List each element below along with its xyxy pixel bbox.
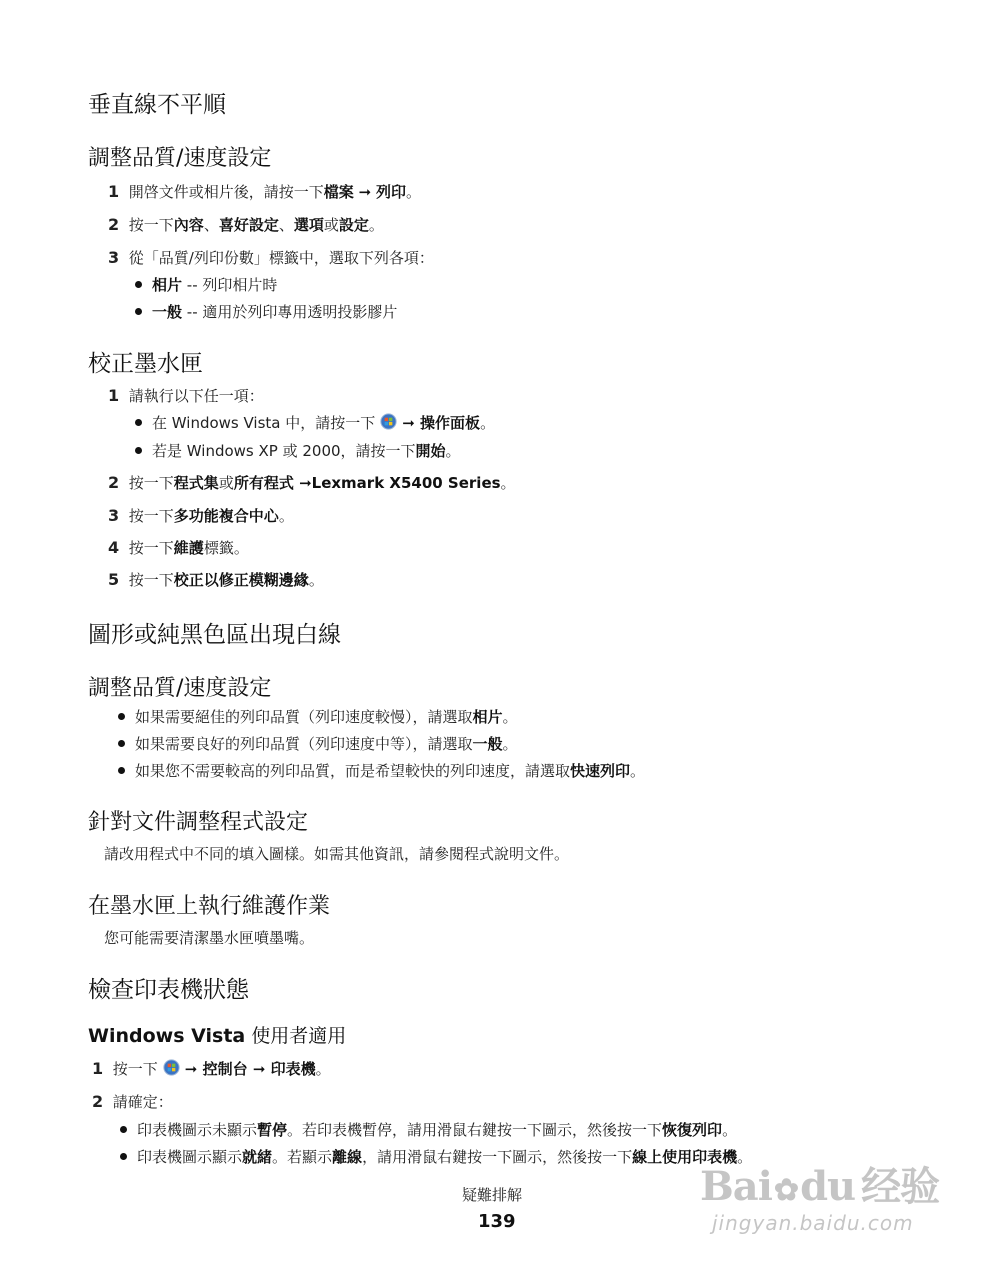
cartridge-maintenance-text: 您可能需要清潔墨水匣噴墨嘴。: [104, 929, 315, 947]
heading-vertical-lines: 垂直線不平順: [88, 92, 226, 118]
s2-step-1: 1 請執行以下任一項：: [108, 386, 264, 405]
bullet-icon: [135, 419, 142, 426]
bullet-icon: [135, 308, 142, 315]
bullet-icon: [118, 713, 125, 720]
list-item: 若是 Windows XP 或 2000，請按一下開始。: [135, 440, 461, 461]
bullet-icon: [120, 1153, 127, 1160]
bullet-icon: [135, 447, 142, 454]
s6-step-1: 1 按一下 ➞ 控制台 ➞ 印表機。: [92, 1059, 331, 1078]
watermark-url: jingyan.baidu.com: [712, 1211, 914, 1235]
page-number: 139: [478, 1211, 516, 1232]
s2-step-3: 3 按一下多功能複合中心。: [108, 506, 294, 525]
list-item: 一般 -- 適用於列印專用透明投影膠片: [135, 301, 397, 322]
list-item: 如果需要絕佳的列印品質（列印速度較慢），請選取相片。: [118, 706, 518, 727]
paw-icon: ✿: [773, 1173, 799, 1208]
list-item: 印表機圖示未顯示暫停。若印表機暫停，請用滑鼠右鍵按一下圖示，然後按一下恢復列印。: [120, 1119, 737, 1140]
list-item: 印表機圖示顯示就緒。若顯示離線，請用滑鼠右鍵按一下圖示，然後按一下線上使用印表機。: [120, 1146, 752, 1167]
arrow-icon: ➞: [358, 183, 372, 201]
bullet-icon: [120, 1126, 127, 1133]
subheading-quality-speed-1: 調整品質/速度設定: [88, 146, 272, 171]
heading-vista-users: Windows Vista 使用者適用: [88, 1025, 347, 1047]
footer-section-label: 疑難排解: [462, 1186, 523, 1204]
s1-step-1: 1 開啓文件或相片後，請按一下檔案 ➞ 列印。: [108, 182, 421, 201]
bullet-icon: [118, 740, 125, 747]
windows-start-icon: [380, 413, 397, 430]
heading-white-lines: 圖形或純黑色區出現白線: [88, 622, 341, 648]
heading-program-settings: 針對文件調整程式設定: [88, 810, 309, 835]
heading-printer-status: 檢查印表機狀態: [88, 977, 249, 1003]
arrow-icon: ➞: [247, 1060, 271, 1078]
s6-step-2: 2 請確定：: [92, 1092, 173, 1111]
arrow-icon: ➞: [179, 1060, 203, 1078]
heading-align-cartridge: 校正墨水匣: [88, 351, 203, 377]
s2-step-4: 4 按一下維護標籤。: [108, 538, 249, 557]
list-item: 如果需要良好的列印品質（列印速度中等），請選取一般。: [118, 733, 518, 754]
baidu-watermark: Bai✿du 经验: [700, 1163, 940, 1210]
windows-start-icon: [163, 1059, 180, 1076]
s2-step-5: 5 按一下校正以修正模糊邊緣。: [108, 570, 324, 589]
program-settings-text: 請改用程式中不同的填入圖樣。如需其他資訊，請參閱程式說明文件。: [104, 845, 570, 863]
s1-step-3: 3 從「品質/列印份數」標籤中，選取下列各項：: [108, 248, 434, 267]
list-item: 如果您不需要較高的列印品質，而是希望較快的列印速度，請選取快速列印。: [118, 760, 645, 781]
bullet-icon: [135, 281, 142, 288]
subheading-quality-speed-2: 調整品質/速度設定: [88, 676, 272, 701]
heading-cartridge-maintenance: 在墨水匣上執行維護作業: [88, 894, 331, 919]
s1-step-2: 2 按一下內容、喜好設定、選項或設定。: [108, 215, 384, 234]
s2-step-2: 2 按一下程式集或所有程式 ➞Lexmark X5400 Series。: [108, 473, 516, 492]
list-item: 相片 -- 列印相片時: [135, 274, 277, 295]
arrow-icon: ➞: [397, 414, 421, 432]
list-item: 在 Windows Vista 中，請按一下 ➞ 操作面板。: [135, 412, 495, 433]
bullet-icon: [118, 767, 125, 774]
arrow-icon: ➞: [293, 474, 312, 492]
